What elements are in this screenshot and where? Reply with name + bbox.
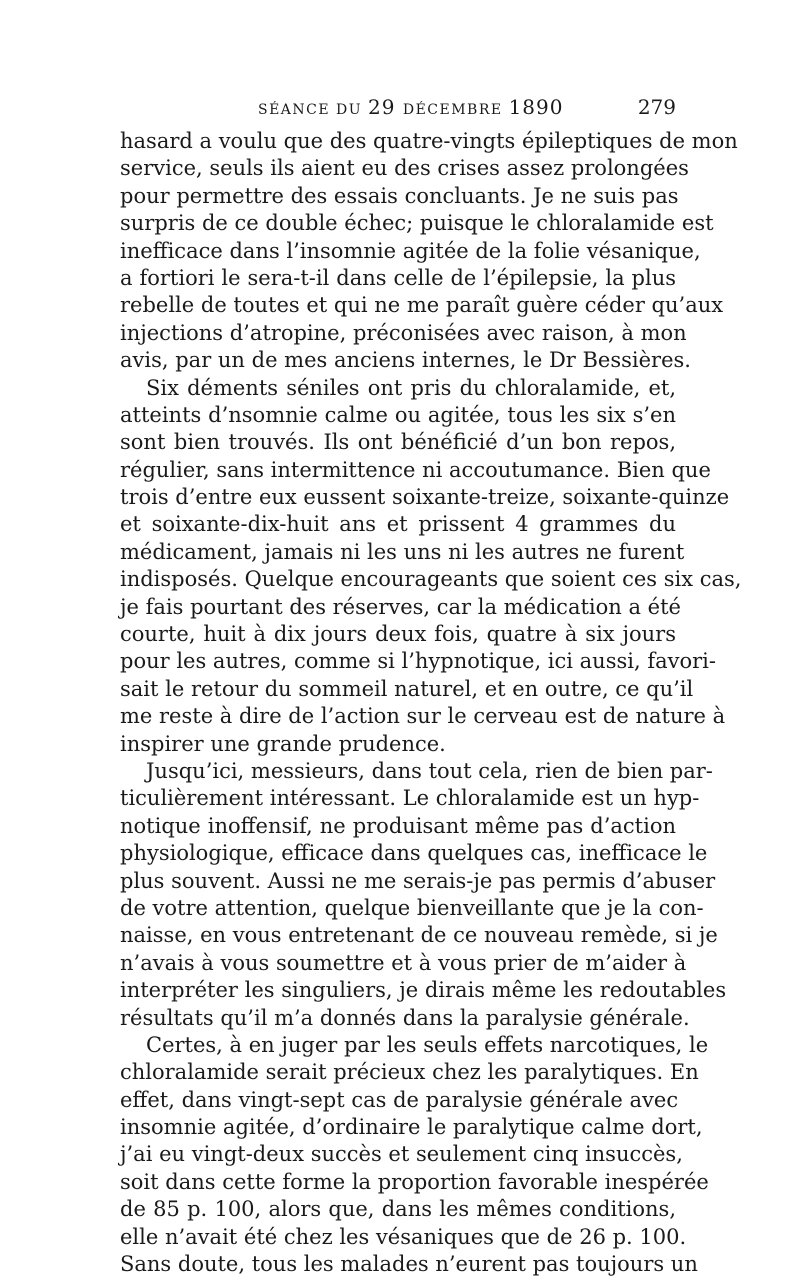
text-line: je fais pourtant des réserves, car la médication a été bbox=[120, 594, 681, 619]
running-head-prefix: SÉANCE DU bbox=[258, 102, 369, 118]
text-line: chloralamide serait précieux chez les paralytiques. En bbox=[120, 1060, 699, 1085]
text-line: a fortiori le sera-t-il dans celle de l’épilepsie, la plus bbox=[120, 265, 676, 290]
text-line: résultats qu’il m’a donnés dans la paralysie générale. bbox=[120, 1005, 690, 1030]
page-number: 279 bbox=[637, 95, 676, 119]
body-text bbox=[120, 128, 742, 1278]
running-head-month: DÉCEMBRE bbox=[402, 102, 509, 118]
text-line: inefficace dans l’insomnie agitée de la folie vésanique, bbox=[120, 238, 701, 263]
text-line: de 85 p. 100, alors que, dans les mêmes conditions, bbox=[120, 1197, 676, 1222]
text-line: notique inoffensif, ne produisant même pas d’action bbox=[120, 813, 676, 838]
running-head-date: 29 bbox=[368, 95, 403, 119]
text-line: effet, dans vingt-sept cas de paralysie générale avec bbox=[120, 1087, 679, 1112]
text-line: avis, par un de mes anciens internes, le Dr Bessières. bbox=[120, 348, 691, 373]
text-line: physiologique, efficace dans quelques cas, inefficace le bbox=[120, 841, 708, 866]
paragraph-start-line: Certes, à en juger par les seuls effets narcotiques, le bbox=[146, 1032, 709, 1057]
text-line: indisposés. Quelque encourageants que soient ces six cas, bbox=[120, 567, 742, 592]
text-line: médicament, jamais ni les uns ni les autres ne furent bbox=[120, 539, 685, 564]
text-line: trois d’entre eux eussent soixante-treize, soixante-quinze bbox=[120, 485, 730, 510]
text-line: courte, huit à dix jours deux fois, quatre à six jours bbox=[120, 622, 676, 647]
paragraph-start-line: Jusqu’ici, messieurs, dans tout cela, rien de bien par- bbox=[146, 758, 713, 783]
text-line: pour permettre des essais concluants. Je ne suis pas bbox=[120, 183, 679, 208]
text-line: insomnie agitée, d’ordinaire le paralytique calme dort, bbox=[120, 1115, 703, 1140]
text-line: et soixante-dix-huit ans et prissent 4 grammes du bbox=[120, 512, 676, 537]
running-head-year: 1890 bbox=[508, 95, 564, 119]
page-header bbox=[120, 92, 676, 122]
text-line: j’ai eu vingt-deux succès et seulement cinq insuccès, bbox=[120, 1142, 683, 1167]
text-line: Sans doute, tous les malades n’eurent pas toujours un bbox=[120, 1252, 698, 1277]
running-head bbox=[258, 95, 563, 119]
text-line: surpris de ce double échec; puisque le chloralamide est bbox=[120, 211, 714, 236]
text-line: atteints d’nsomnie calme ou agitée, tous les six s’en bbox=[120, 402, 676, 427]
text-line: rebelle de toutes et qui ne me paraît guère céder qu’aux bbox=[120, 293, 724, 318]
text-line: injections d’atropine, préconisées avec raison, à mon bbox=[120, 320, 687, 345]
text-line: interpréter les singuliers, je dirais même les redoutables bbox=[120, 978, 727, 1003]
text-line: me reste à dire de l’action sur le cerveau est de nature à bbox=[120, 704, 726, 729]
text-line: n’avais à vous soumettre et à vous prier de m’aider à bbox=[120, 950, 687, 975]
text-line: sont bien trouvés. Ils ont bénéficié d’un bon repos, bbox=[120, 430, 676, 455]
text-line: pour les autres, comme si l’hypnotique, ici aussi, favori- bbox=[120, 649, 716, 674]
text-line: naisse, en vous entretenant de ce nouveau remède, si je bbox=[120, 923, 718, 948]
text-line: régulier, sans intermittence ni accoutumance. Bien que bbox=[120, 457, 711, 482]
text-line: service, seuls ils aient eu des crises assez prolongées bbox=[120, 156, 689, 181]
text-line: de votre attention, quelque bienveillante que je la con- bbox=[120, 895, 704, 920]
text-line: ticulièrement intéressant. Le chloralamide est un hyp- bbox=[120, 786, 700, 811]
text-line: elle n’avait été chez les vésaniques que de 26 p. 100. bbox=[120, 1224, 687, 1249]
text-line: soit dans cette forme la proportion favorable inespérée bbox=[120, 1169, 709, 1194]
text-line: plus souvent. Aussi ne me serais-je pas permis d’abuser bbox=[120, 868, 716, 893]
text-line: hasard a voulu que des quatre-vingts épileptiques de mon bbox=[120, 129, 738, 153]
text-line: sait le retour du sommeil naturel, et en outre, ce qu’il bbox=[120, 676, 694, 701]
paragraph-start-line: Six déments séniles ont pris du chloralamide, et, bbox=[146, 375, 676, 400]
text-line: inspirer une grande prudence. bbox=[120, 731, 446, 756]
